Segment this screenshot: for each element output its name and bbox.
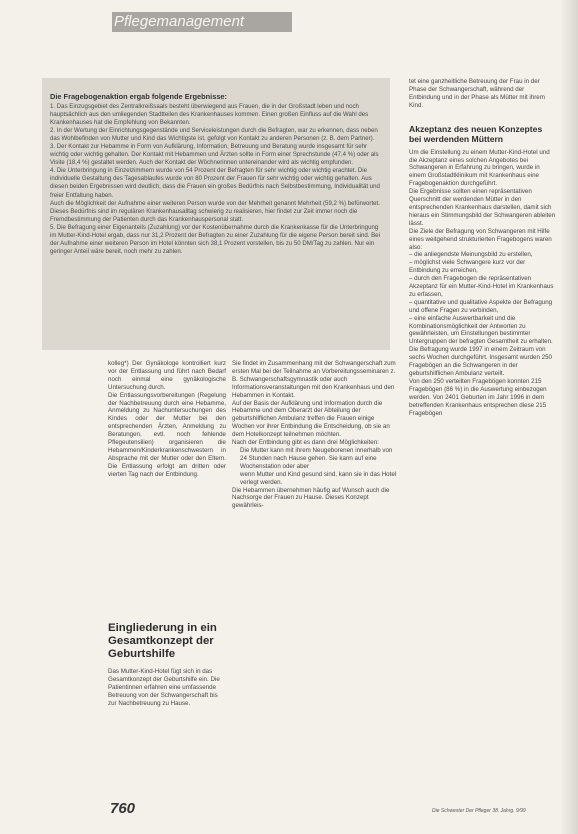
body-paragraph: Nach der Entbindung gibt es dann drei Möglichkeiten: (232, 439, 379, 447)
body-paragraph: tet eine ganzheitliche Betreuung der Frau in der Phase der Schwangerschaft, während der Entbindung und in der Phase als Mütter mit ihrem Kind. (409, 78, 545, 109)
body-paragraph: Die Hebammen übernehmen häufig auf Wunsch auch die Nachsorge der Frauen zu Hause. Dieses Konzept gewährleis- (232, 486, 390, 510)
body-paragraph: Von den 250 verteilten Fragebögen konnten 215 Fragebögen (86 %) in die Auswertung einbezogen werden. Von 2401 Geburten im Jahr 1996 in dem betreffenden Krankenhaus entsprechen diese 215 Fragebögen (409, 377, 547, 417)
infobox-paragraph: 1. Das Einzugsgebiet des Zentralkreißsaals besteht überwiegend aus Frauen, die in der Großstadt leben und noch hauptsächlich aus den umliegenden Stadtteilen des Krankenhauses kommen. Einen großen Einfluss auf die Wahl des Krankenhauses hat die Empfehlung von Bekannten. (50, 103, 369, 127)
page-number: 760 (110, 800, 136, 817)
text-column-2 (232, 360, 398, 780)
body-paragraph: Sie findet im Zusammenhang mit der Schwangerschaft zum ersten Mal bei der Teilnahme an Vorbereitungsseminaren z. B. Schwangerschaftsgymnastik oder auch Informationsveranstaltungen mit den Krankenhaus und den Hebammen in Kontakt. (232, 360, 396, 399)
section-header (112, 12, 292, 32)
list-item: – die anliegendste Meinungsbild zu erstellen, (409, 251, 533, 259)
results-infobox (42, 78, 390, 350)
body-paragraph: Um die Einstellung zu einem Mutter-Kind-Hotel und die Akzeptanz eines solchen Angebotes bei Schwangeren in Erfahrung zu bringen, wurde in einem Großstadtklinikum mit Krankenhaus eine Fragebogenaktion durchgeführt. (409, 148, 550, 188)
body-paragraph: Die Befragung wurde 1997 in einem Zeitraum von sechs Wochen durchgeführt. Insgesamt wurden 250 Fragebögen an die Schwangeren in der geburtshilflichen Ambulanz verteilt. (409, 346, 552, 377)
section-heading: Eingliederung in ein Gesamtkonzept der Geburtshilfe (108, 622, 217, 660)
text-column-1-continued (108, 668, 226, 758)
page-edge-shadow (560, 0, 578, 834)
journal-footer: Die Schwester Der Pfleger 38. Jahrg. 9/99 (432, 808, 526, 814)
body-paragraph: Die Ergebnisse sollten einen repräsentativen Querschnitt der werdenden Mütter in den entsprechenden Krankenhaus darstellen, damit sich hieraus ein Stimmungsbild der Schwangeren ableiten lässt. (409, 188, 556, 227)
body-paragraph: Die Entlassungsvorbereitungen (Regelung der Nachbetreuung durch eine Hebamme, Anmeldung zu Nachuntersuchungen des Kindes oder der Mutter bei den entsprechenden Ärzten, Anmeldung zu Beratungen, evtl. noch fehlende Pflegeutensilien) organisieren die Hebammen/Kinderkrankenschwestern in Absprache mit der Mutter oder den Eltern. Die Entlassung erfolgt am dritten oder vierten Tag nach der Entbindung. (108, 391, 226, 478)
text-column-1 (108, 360, 226, 650)
list-item: – eine einfache Auswertbarkeit und die Kombinationsmöglichkeit der Antworten zu gewährleisten, um Einstellungen bestimmter Untergruppen der befragten Gesamtheit zu erhalten. (409, 314, 553, 346)
list-item: – quantitative und qualitative Aspekte der Befragung und offene Fragen zu verbinden, (409, 298, 553, 314)
infobox-title: Die Fragebogenaktion ergab folgende Ergebnisse: (50, 92, 227, 101)
infobox-paragraph: 5. Die Befragung einer Eigenanteils (Zuzahlung) vor der Kostenübernahme durch die Krankenkasse für die Unterbringung im Mutter-Kind-Hotel ergab, dass nur 31,2 Prozent der Befragten zu einer Zuzahlung für die eigene Person bereit sind. Bei der Aufnahme einer weiteren Person im Hotel könnten sich 38,1 Prozent vorstellen, bis zu 50 DM/Tag zu zahlen. Nur ein geringer Anteil wäre bereit, noch mehr zu zahlen. (50, 223, 380, 255)
infobox-paragraph: 2. In der Wertung der Einrichtungsgegenstände und Serviceleistungen durch die Befragten, war zu erkennen, dass neben das Wohlbefinden von Mutter und Kind das Wichtigste ist, gefolgt von Kontakt zu anderen Personen (z. B. dem Partner). (50, 127, 378, 143)
body-paragraph: kolleg*) Der Gynäkologe kontrolliert kurz vor der Entlassung und führt nach Bedarf noch einmal eine gynäkologische Untersuchung durch. (108, 360, 226, 391)
infobox-paragraph: Auch die Möglichkeit der Aufnahme einer weiteren Person wurde von der Mehrheit genannt Mehrheit (59,2 %) befürwortet. (50, 199, 380, 207)
subsection-heading: Akzeptanz des neuen Konzeptes bei werdenden Müttern (409, 123, 543, 144)
body-paragraph: Auf der Basis der Aufklärung und Information durch die Hebamme und dem Oberarzt der Abteilung der geburtshilflichen Ambulanz treffen die Frauen einige Wochen vor ihrer Entbindung die Entscheidung, ob sie an dem Hotelkonzept teilnehmen möchten. (232, 399, 390, 439)
infobox-paragraph: Dieses Bedürfnis sind im regulären Krankenhausalltag schwierig zu realisieren, hier findet zur Zeit immer noch die Fremdbestimmung der Patienten durch das Krankenhauspersonal statt. (50, 207, 358, 223)
infobox-body (50, 103, 382, 256)
infobox-paragraph: 4. Die Unterbringung in Einzelzimmern wurde von 54 Prozent der Befragten für sehr wichtig oder wichtig erachtet. Die individuelle Gestaltung des Tagesablaufes wurde von 80 Prozent der Frauen für sehr wichtig oder wichtig gehalten. Aus diesen beiden Ergebnissen wird deutlich, dass die Frauen ein großes Bedürfnis nach Selbstbestimmung, Individualität und freier Entfaltung haben. (50, 167, 380, 199)
body-paragraph: wenn Mutter und Kind gesund sind, kann sie in das Hotel verlegt werden. (240, 470, 397, 486)
list-item: – durch den Fragebogen die repräsentativen Akzeptanz für ein Mutter-Kind-Hotel im Krankenhaus zu erfassen, (409, 275, 554, 298)
list-item: – möglichst viele Schwangere kurz vor der Entbindung zu erreichen, (409, 259, 526, 275)
infobox-paragraph: 3. Der Kontakt zur Hebamme in Form von Aufklärung, Information, Betreuung und Beratung wurde insgesamt für sehr wichtig oder wichtig gehalten. Der Kontakt mit Hebammen und Ärzten sollte in Form einer Sprechstunde (47,4 %) oder als Visite (18,4 %) gestaltet werden. Auch der Kontakt der Wöchnerinnen untereinander wird als wichtig empfunden. (50, 143, 379, 167)
section-header-title: Pflegemanagement (114, 13, 245, 30)
body-paragraph: Das Mutter-Kind-Hotel fügt sich in das Gesamtkonzept der Geburtshilfe ein. Die Patientinnen erfahren eine umfassende Betreuung von der Schwangerschaft bis zur Nachbetreuung zu Hause. (108, 668, 220, 707)
body-paragraph: Die Mutter kann mit ihrem Neugeborenen innerhalb von 24 Stunden nach Hause gehen. Sie kann auf eine Wochenstation oder aber (240, 446, 393, 470)
text-column-3 (409, 78, 557, 768)
body-paragraph: Die Ziele der Befragung von Schwangeren mit Hilfe eines weitgehend strukturierten Fragebogens waren also: (409, 227, 552, 251)
